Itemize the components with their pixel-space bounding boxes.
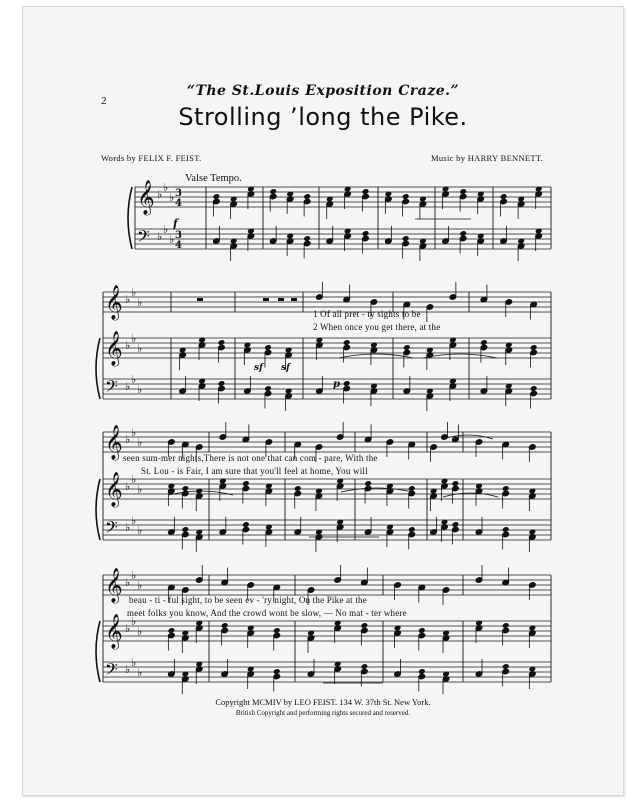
key-signature-flat: ♭ [131,569,137,582]
note-head [273,627,281,634]
note-head [343,339,351,346]
key-signature-flat: ♭ [125,433,131,446]
clef-symbol: 𝄢 [105,659,118,683]
note-head [362,188,370,195]
rest [291,298,297,301]
key-signature-flat: ♭ [125,622,131,635]
note-head [218,380,226,387]
page-number: 2 [101,95,107,107]
note-head [362,230,370,237]
note-head [168,627,176,634]
clef-symbol: 𝄞 [137,180,155,215]
key-signature-flat: ♭ [137,666,143,679]
dynamic-forte: f [173,217,178,230]
key-signature-flat: ♭ [131,286,137,299]
key-signature-flat: ♭ [137,342,143,355]
rest [278,298,284,301]
key-signature-flat: ♭ [125,293,131,306]
note-head [221,622,229,629]
clef-symbol: 𝄞 [105,472,123,507]
copyright-notice: Copyright MCMIV by LEO FEIST. 134 W. 37th St. New York. [215,697,431,707]
slur [423,354,497,358]
note-head [303,193,311,200]
note-head [343,380,351,387]
time-signature: 3 [175,188,182,199]
rights-notice: British Copyright and performing rights secured and reserved. [235,709,411,717]
note-head [530,385,538,392]
clef-symbol: 𝄞 [105,568,123,603]
key-signature-flat: ♭ [125,339,131,352]
note-head [502,622,510,629]
tempo-marking: Valse Tempo. [185,173,242,184]
key-signature-flat: ♭ [137,625,143,638]
clef-symbol: 𝄞 [105,425,123,460]
time-signature: 4 [175,198,182,209]
piano-brace [96,338,100,399]
key-signature-flat: ♭ [137,483,143,496]
key-signature-flat: ♭ [131,373,137,386]
subtitle: “The St.Louis Exposition Craze.” [186,83,460,99]
clef-symbol: 𝄞 [105,614,123,649]
key-signature-flat: ♭ [137,436,143,449]
key-signature-flat: ♭ [157,188,163,201]
note-head [500,193,508,200]
note-head [242,521,250,528]
note-head [502,485,510,492]
time-signature: 4 [175,240,182,251]
note-head [361,622,369,629]
dynamic-piano: p [333,379,340,390]
sheet-music-page [22,6,624,796]
note-head [273,668,281,675]
lyric-verse2-line: St. Lou - is Fair, I am sure that you'll feel at home, You will [141,466,368,476]
dynamic-sforzando: sf [281,363,290,373]
clef-symbol: 𝄢 [137,226,150,250]
note-head [402,193,410,200]
key-signature-flat: ♭ [125,521,131,534]
song-title: Strolling ’long the Pike. [178,103,468,131]
lyric-verse1-line: beau - ti - ful sight, to be seen ev - 'ry night, On the Pike at the [129,595,367,605]
note-head [181,485,189,492]
music-credit: Music by HARRY BENNETT. [431,153,544,163]
note-head [530,344,538,351]
lyric-verse2-line: 2 When once you get there, at the [313,322,441,332]
key-signature-flat: ♭ [125,576,131,589]
clef-symbol: 𝄞 [105,331,123,366]
key-signature-flat: ♭ [131,332,137,345]
rest [197,298,203,301]
note-head [242,480,250,487]
key-signature-flat: ♭ [137,579,143,592]
note-head [361,663,369,670]
key-signature-flat: ♭ [125,663,131,676]
note-head [303,235,311,242]
note-head [269,188,277,195]
key-signature-flat: ♭ [163,223,169,236]
note-head [452,521,460,528]
piano-brace [96,479,100,540]
note-head [403,344,411,351]
key-signature-flat: ♭ [137,383,143,396]
note-head [452,480,460,487]
key-signature-flat: ♭ [131,473,137,486]
key-signature-flat: ♭ [125,380,131,393]
key-signature-flat: ♭ [137,296,143,309]
note-head [181,526,189,533]
key-signature-flat: ♭ [131,615,137,628]
lyric-verse2-line: meet folks you know, And the crowd wont be slow, — No mat - ter where [127,608,407,618]
key-signature-flat: ♭ [125,480,131,493]
note-head [418,627,426,634]
music-notation [23,7,623,795]
clef-symbol: 𝄞 [105,285,123,320]
key-signature-flat: ♭ [137,524,143,537]
lyric-verse1-line: seen sum-mer nights,There is not one that can com - pare, With the [123,453,378,463]
note-head [213,193,221,200]
key-signature-flat: ♭ [131,656,137,669]
note-head [364,480,372,487]
note-head [480,339,488,346]
clef-symbol: 𝄢 [105,376,118,400]
key-signature-flat: ♭ [131,514,137,527]
words-credit: Words by FELIX F. FEIST. [101,153,202,163]
dynamic-sforzando: sf [254,363,263,373]
piano-brace [128,187,132,249]
note-head [502,663,510,670]
note-head [218,339,226,346]
note-head [502,526,510,533]
note-head [418,668,426,675]
note-head [264,385,272,392]
note-head [402,235,410,242]
note-head [459,230,467,237]
note-head [294,485,302,492]
key-signature-flat: ♭ [157,230,163,243]
clef-symbol: 𝄢 [105,517,118,541]
key-signature-flat: ♭ [169,191,175,204]
lyric-verse1-line: 1 Of all pret - ty sights to be [313,309,421,319]
rest [263,298,269,301]
slur [339,354,413,358]
key-signature-flat: ♭ [131,426,137,439]
note-head [264,344,272,351]
time-signature: 3 [175,230,182,241]
note-head [408,526,416,533]
piano-brace [96,621,100,682]
key-signature-flat: ♭ [169,233,175,246]
note-head [459,188,467,195]
key-signature-flat: ♭ [163,181,169,194]
